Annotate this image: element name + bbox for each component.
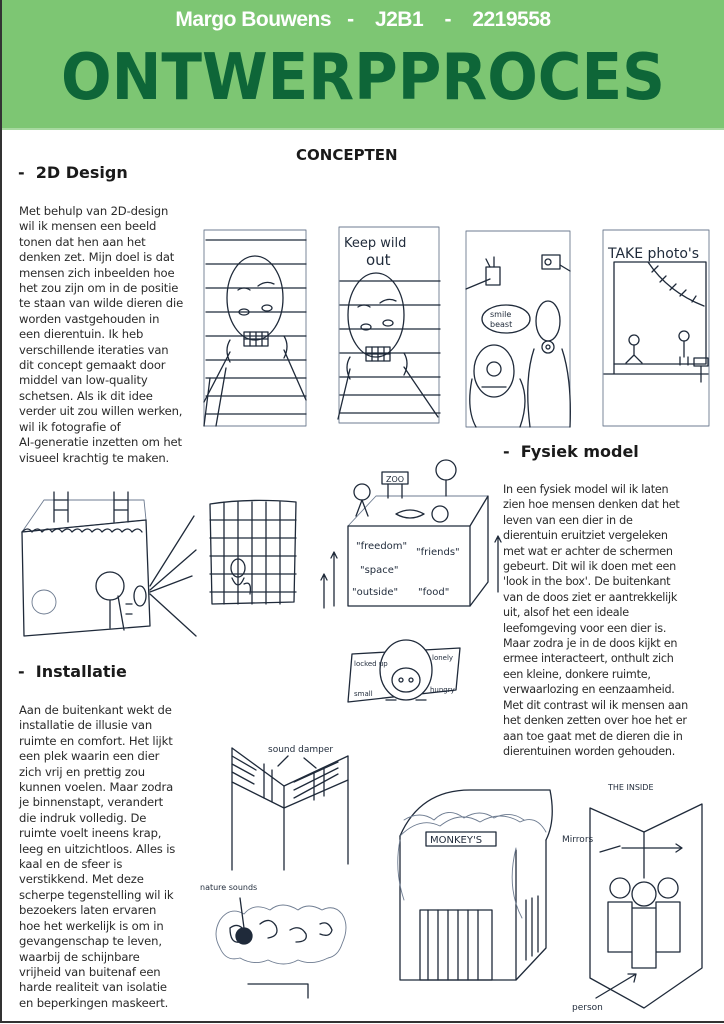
sketch-concept-smile-beast [464,229,574,429]
header-banner [2,0,724,130]
text-line: dit concept gemaakt door [19,358,166,373]
sketch-concept-take-photos [600,228,712,428]
bars-lines [204,240,306,426]
text-line: AI-generatie inzetten om het [19,435,182,450]
text-line: en beperkingen maskeert. [19,995,169,1010]
sketch-monkeys-enclosure [390,780,560,990]
page-title: ONTWERPPROCES [60,41,666,115]
label-person: person [572,1003,603,1013]
label-nature-sounds: nature sounds [200,883,258,892]
text-line: verwaarlozing en eenzaamheid. [503,683,675,697]
box-word-food: "food" [418,587,450,598]
text-line: ermee interacteert, onthult zich [503,652,674,666]
text-line: dierentuinen worden gehouden. [503,744,676,758]
text-line: tonen dat hen aan het [19,234,146,249]
sketch-box-words [320,456,490,606]
text-line: Maar zodra je in de doos kijkt en [503,637,678,651]
text-line: Met dit contrast wil ik mensen aan [503,698,688,712]
sketch-concept-bars-face [200,228,310,428]
text-line: leefomgeving voor een dier is. [503,621,667,635]
text-line: Aan de buitenkant wekt de [19,703,172,717]
monkeys-sign: MONKEY'S [430,835,483,846]
sign-keep-wild: Keep wild [344,236,407,251]
label-sound-damper: sound damper [268,745,334,755]
text-line: zich vrij en prettig zou [19,764,145,779]
text-line: een plek waarin een dier [19,749,160,764]
class-code: J2B1 [374,8,424,31]
text-line: met wat er achter de schermen [503,544,673,558]
sketch-sound-damper [228,742,358,872]
text-line: gebeurt. Dit wil ik doen met een [503,560,676,574]
text-line: visueel krachtig te maken. [19,450,170,465]
bubble-smile: smile [490,310,512,319]
hippo-word-hungry: hungry [430,686,455,694]
text-line: denken zet. Mijn doel is dat [19,250,175,265]
text-line: gevangenschap te leven, [19,934,162,949]
separator: - [347,8,354,31]
text-line: waarbij de schijnbare [19,949,140,964]
text-line: een kleine, donkere ruimte, [503,667,651,681]
section-heading-fysiek-model: - Fysiek model [503,442,639,461]
box-word-freedom: "freedom" [356,541,408,552]
sketch-concept-keep-wild-out [336,225,446,425]
text-line: je binnenstapt, verandert [19,795,164,810]
text-line: verstikkend. Met deze [19,872,144,887]
box-word-friends: "friends" [416,547,460,558]
text-line: hoe het werkelijk is om in [19,918,164,933]
sketch-nature-sounds [200,880,370,1000]
sketch-the-inside [562,778,722,1018]
text-line: te staan van wilde dieren die [19,296,184,311]
text-line: wil ik fotografie of [19,419,121,434]
text-line: bezoekers laten ervaren [19,903,157,918]
text-line: die indruk volledig. De [19,810,147,825]
hippo-word-locked-up: locked up [354,660,388,668]
text-line: kaal en de sfeer is [19,857,123,872]
text-line: wil ik mensen een beeld [19,219,157,234]
text-line: installatie de illusie van [19,718,153,733]
sketch-hippo [346,630,466,710]
text-line: het zou zijn om in de positie [19,281,179,296]
text-line: scherpe tegenstelling wil ik [19,887,174,902]
text-line: dierentuin eruitziet vergeleken [503,529,668,543]
text-line: middel van low-quality [19,373,148,388]
student-number: 2219558 [472,8,551,31]
text-line: ruimte en comfort. Het lijkt [19,733,173,748]
section-heading-installatie: - Installatie [18,662,127,681]
box-word-outside: "outside" [352,587,399,598]
sketch-cage-grid [208,498,298,608]
text-line: verschillende iteraties van [19,342,169,357]
text-line: mensen zich inbeelden hoe [19,265,175,280]
text-line: vrijheid van buitenaf een [19,964,161,979]
text-line: leven van een dier in de [503,513,633,527]
text-line: leeg en uitzichtloos. Alles is [19,841,176,856]
text-line: kunnen voelen. Maar zodra [19,780,174,795]
concepts-heading: CONCEPTEN [296,146,398,164]
hippo-word-lonely: lonely [432,654,454,662]
text-line: zien hoe mensen denken dat het [503,498,680,512]
text-line: schetsen. Als ik dit idee [19,388,153,403]
section-text-2d-design [19,204,183,466]
text-line: van de doos ziet er aantrekkelijk [503,590,678,604]
text-line: verder uit zou willen werken, [19,404,183,419]
text-line: worden vastgehouden in [19,311,160,326]
text-line: In een fysiek model wil ik laten [503,483,669,496]
text-line: het denken zetten over hoe het er [503,714,687,728]
box-word-space: "space" [360,565,399,576]
bubble-beast: beast [490,320,513,329]
text-line: aan toe gaat met de dieren die in [503,729,683,743]
section-text-installatie [19,703,175,1011]
section-heading-2d-design: - 2D Design [18,163,128,182]
sign-take-photos: TAKE photo's [608,246,700,262]
text-line: ruimte voelt ineens krap, [19,826,162,841]
header-subtitle [2,8,724,32]
text-line: uit, alsof het een ideale [503,606,629,620]
text-line: een dierentuin. Ik heb [19,327,144,342]
text-line: Met behulp van 2D-design [19,204,169,218]
text-line: 'look in the box'. De buitenkant [503,575,671,589]
sign-out: out [366,251,391,269]
text-line: harde realiteit van isolatie [19,980,167,995]
sketch-look-in-the-box [14,476,204,646]
label-the-inside: THE INSIDE [608,783,654,792]
separator: - [444,8,451,31]
label-mirrors: Mirrors [562,835,594,845]
author-name: Margo Bouwens [175,8,332,31]
zoo-sign: ZOO [386,475,405,484]
section-text-fysiek-model [503,482,688,759]
hippo-word-small: small [354,690,373,698]
